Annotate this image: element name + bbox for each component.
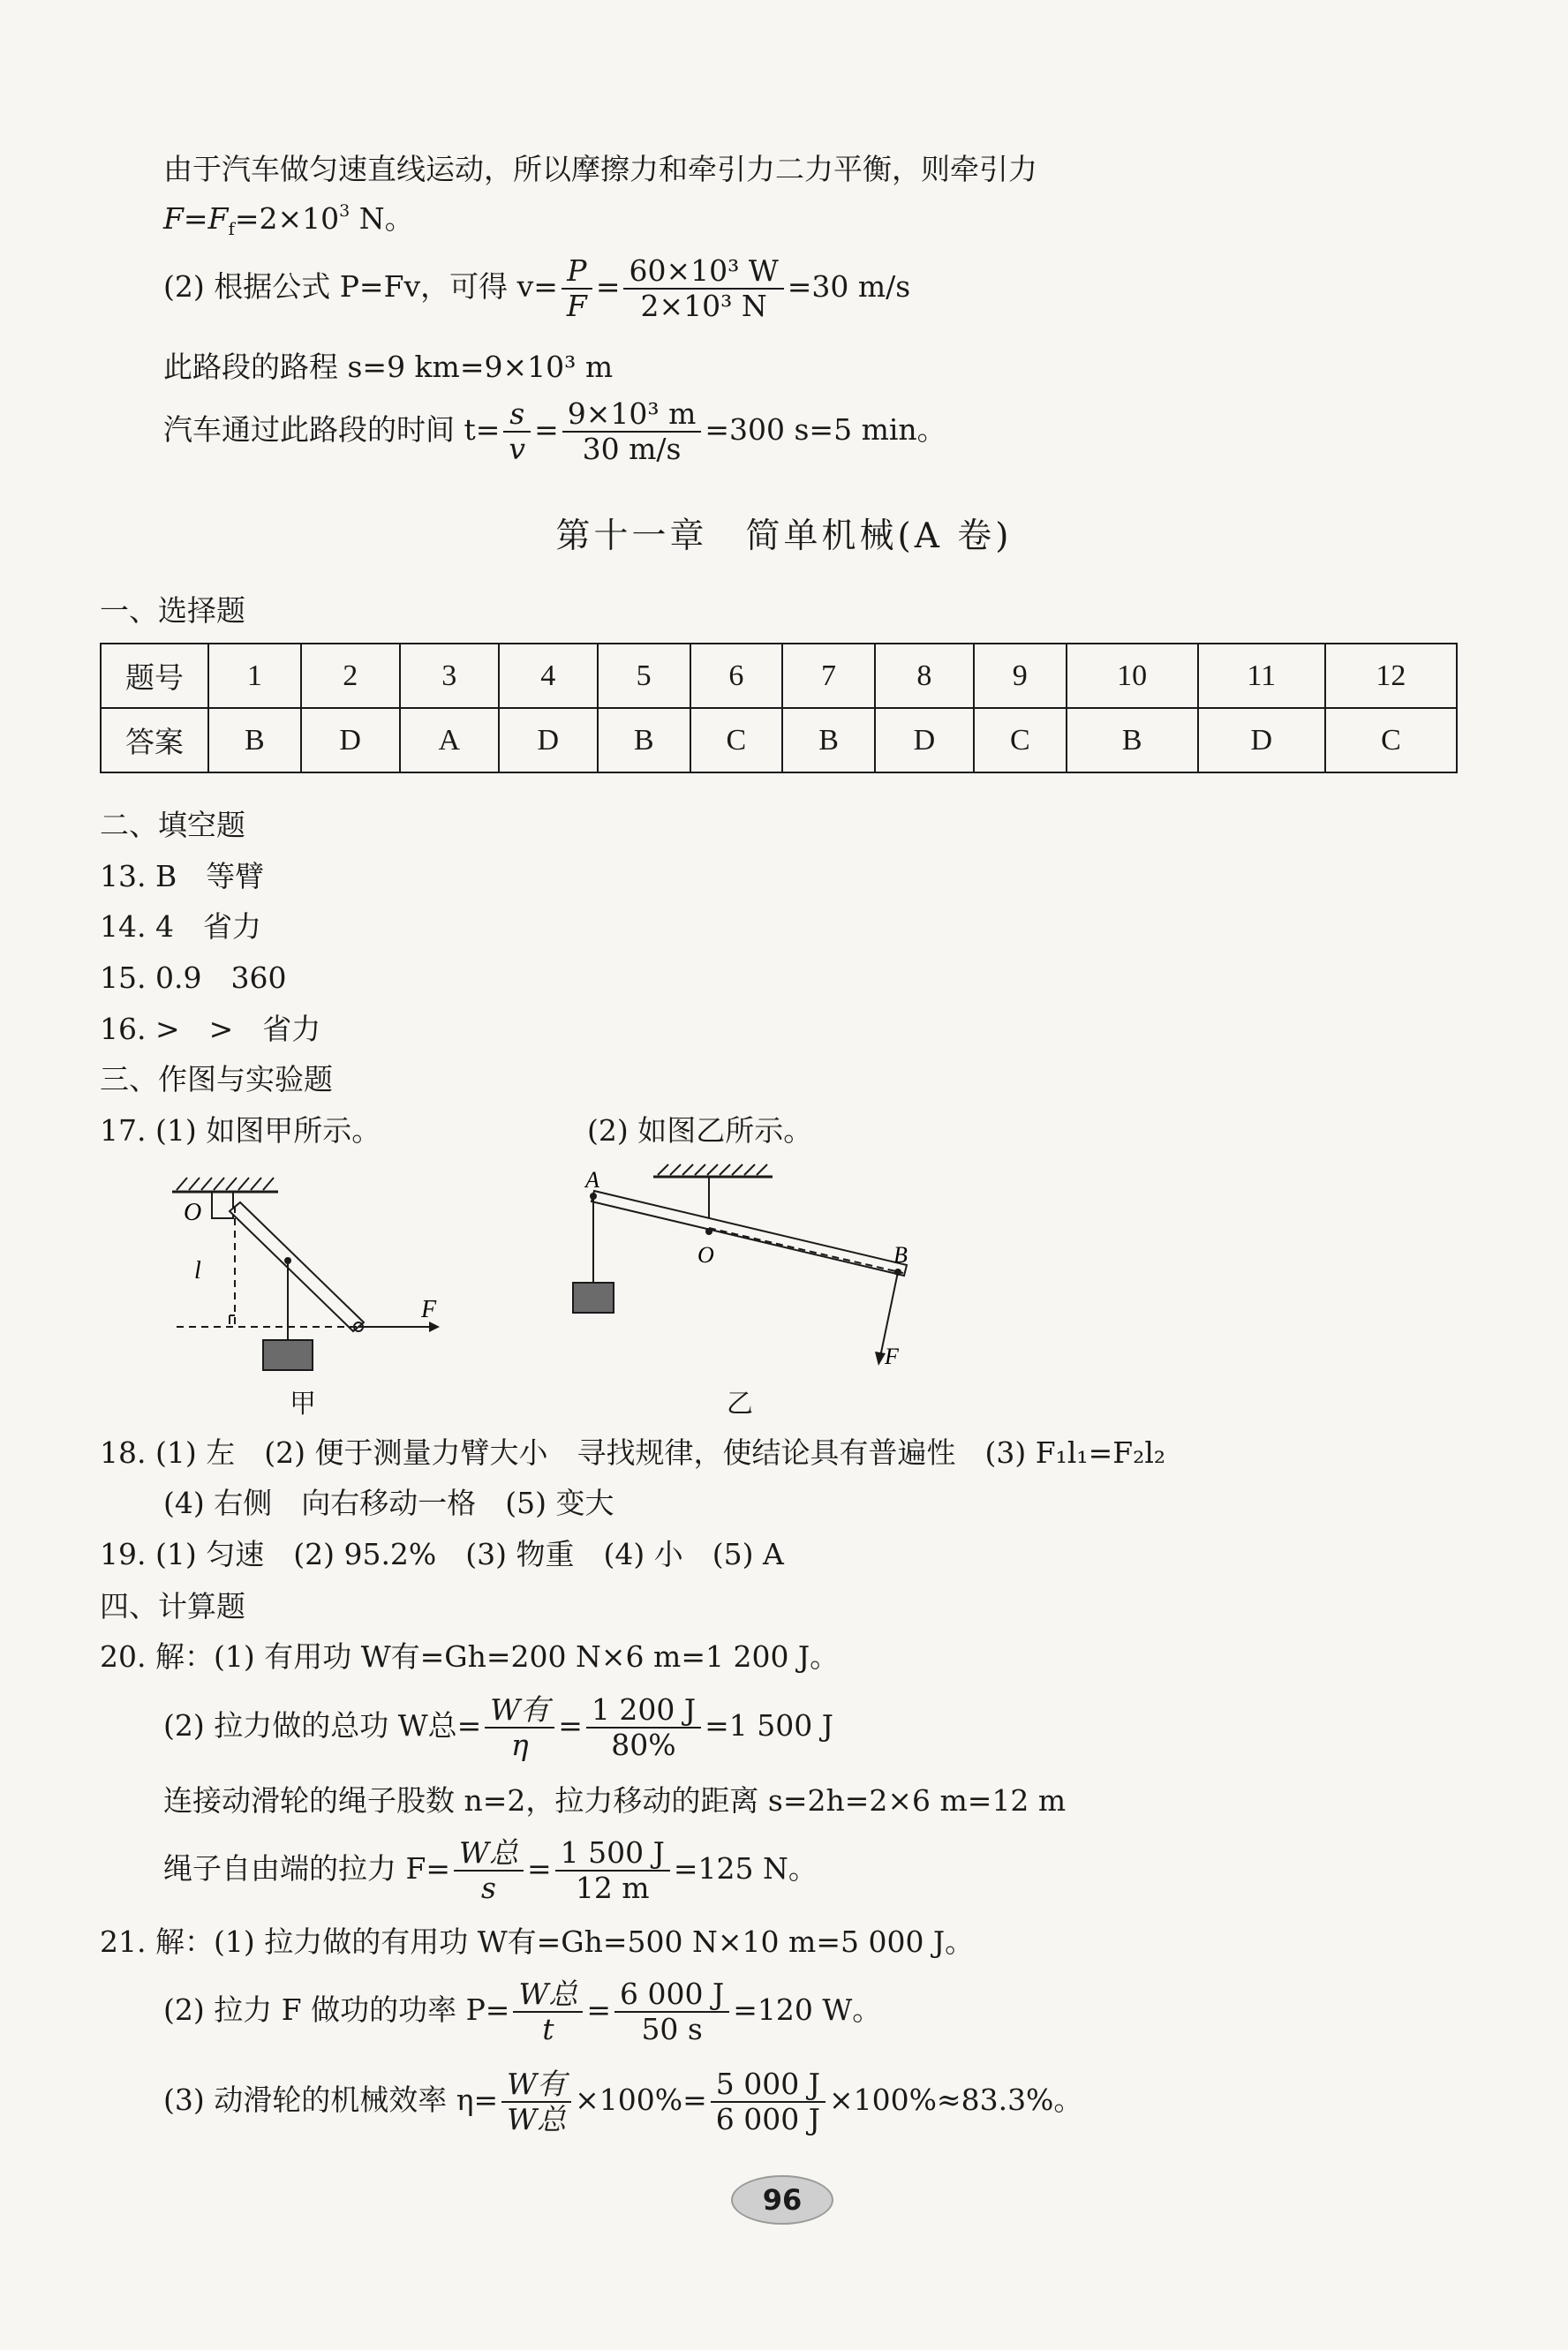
label-A: A (585, 1167, 599, 1193)
table-cell: 6 (690, 644, 783, 708)
table-cell: 8 (875, 644, 974, 708)
q20-line-4: 绳子自由端的拉力 F= $\frac{\text{W总}}{s}$ = $\frac{1 500 J}{12 m}$ =125 N。 (163, 1835, 818, 1905)
table-cell: 11 (1198, 644, 1325, 708)
table-cell: D (301, 708, 400, 772)
figure-jia-caption: 甲 (290, 1389, 316, 1420)
table-cell: C (974, 708, 1067, 772)
table-cell: D (1198, 708, 1325, 772)
table-cell: 10 (1067, 644, 1198, 708)
table-cell: 3 (400, 644, 499, 708)
row-label-answer: 答案 (101, 708, 208, 772)
intro-formula-speed: (2) 根据公式 P=Fv，可得 v= $\frac{P}{F}$ = $\frac{\text{60×10³ W}}{\text{2×10³ N}}$ =30 m/s (163, 253, 911, 323)
table-cell: D (499, 708, 598, 772)
label-F: F (421, 1296, 437, 1323)
q19: 19. (1) 匀速 (2) 95.2% (3) 物重 (4) 小 (5) A (100, 1537, 784, 1571)
label-O: O (184, 1199, 202, 1226)
weight-block (573, 1283, 614, 1313)
table-cell: 2 (301, 644, 400, 708)
section-drawing: 三、作图与实验题 (100, 1062, 333, 1096)
fill-item-14: 14. 4 省力 (100, 909, 261, 944)
weight-block (263, 1340, 313, 1370)
pivot-mount (212, 1192, 233, 1218)
intro-line-1: 由于汽车做匀速直线运动，所以摩擦力和牵引力二力平衡，则牵引力 (163, 152, 1037, 186)
table-cell: 7 (782, 644, 875, 708)
q21-line-2: (2) 拉力 F 做功的功率 P= $\frac{\text{W总}}{t}$ = $\frac{6 000 J}{50 s}$ =120 W。 (163, 1977, 882, 2046)
table-cell: 5 (598, 644, 690, 708)
q17: 17. (1) 如图甲所示。 (100, 1113, 381, 1148)
intro-formula-time: 汽车通过此路段的时间 t= $\frac{s}{v}$ = $\frac{\text{9×10³ m}}{30 m/s}$ =300 s=5 min。 (163, 396, 946, 466)
table-cell: 12 (1325, 644, 1457, 708)
label-F: F (885, 1344, 899, 1369)
table-cell: A (400, 708, 499, 772)
intro-distance: 此路段的路程 s=9 km=9×10³ m (163, 350, 614, 384)
row-label-number: 题号 (101, 644, 208, 708)
table-cell: B (782, 708, 875, 772)
answer-table (100, 643, 1458, 773)
chapter-title: 第十一章 简单机械(A 卷) (555, 516, 1013, 556)
table-cell: C (690, 708, 783, 772)
q21-line-1: 21. 解：(1) 拉力做的有用功 W有=Gh=500 N×10 m=5 000 J。 (100, 1924, 975, 1959)
ceiling-hatch (658, 1164, 767, 1175)
q20-line-1: 20. 解：(1) 有用功 W有=Gh=200 N×6 m=1 200 J。 (100, 1639, 840, 1674)
fulcrum-O (705, 1228, 712, 1235)
q21-line-3: (3) 动滑轮的机械效率 η= $\frac{\text{W有}}{\text{W总}}$ ×100%= $\frac{5 000 J}{6 000 J}$ ×100%≈83.3%。 (163, 2067, 1083, 2136)
figure-yi-caption: 乙 (727, 1389, 753, 1420)
fill-item-15: 15. 0.9 360 (100, 960, 287, 995)
label-l: l (194, 1257, 201, 1284)
page-number: 96 (731, 2175, 833, 2225)
fill-item-13: 13. B 等臂 (100, 859, 265, 893)
section-fill: 二、填空题 (100, 808, 245, 842)
table-cell: 1 (208, 644, 301, 708)
table-cell: 4 (499, 644, 598, 708)
table-cell: D (875, 708, 974, 772)
intro-line-2: $F=F_f=2\times 10^3$ N。 (163, 201, 414, 239)
section-choice: 一、选择题 (100, 593, 245, 628)
label-O: O (697, 1242, 714, 1268)
q20-line-2: (2) 拉力做的总功 W总= $\frac{\text{W有}}{\eta}$ = $\frac{1 200 J}{80\%}$ =1 500 J (163, 1692, 833, 1762)
table-cell: B (208, 708, 301, 772)
ceiling-hatch (177, 1178, 274, 1190)
table-cell: C (1325, 708, 1457, 772)
figure-yi-lever-diagram (569, 1161, 940, 1390)
table-row-numbers (101, 644, 1457, 708)
section-calculation: 四、计算题 (100, 1589, 245, 1623)
fill-item-16: 16. > > 省力 (100, 1012, 321, 1046)
figure-jia-lever-diagram (159, 1165, 459, 1386)
table-row-answers (101, 708, 1457, 772)
table-cell: 9 (974, 644, 1067, 708)
q17-part2: (2) 如图乙所示。 (587, 1113, 813, 1148)
q18-line-1: 18. (1) 左 (2) 便于测量力臂大小 寻找规律，使结论具有普遍性 (3) F₁l₁=F₂l₂ (100, 1435, 1166, 1470)
q20-line-3: 连接动滑轮的绳子股数 n=2，拉力移动的距离 s=2h=2×6 m=12 m (163, 1783, 1067, 1818)
lever-bar (230, 1202, 364, 1331)
q18-line-2: (4) 右侧 向右移动一格 (5) 变大 (163, 1486, 614, 1520)
table-cell: B (598, 708, 690, 772)
table-cell: B (1067, 708, 1198, 772)
label-B: B (893, 1242, 908, 1268)
